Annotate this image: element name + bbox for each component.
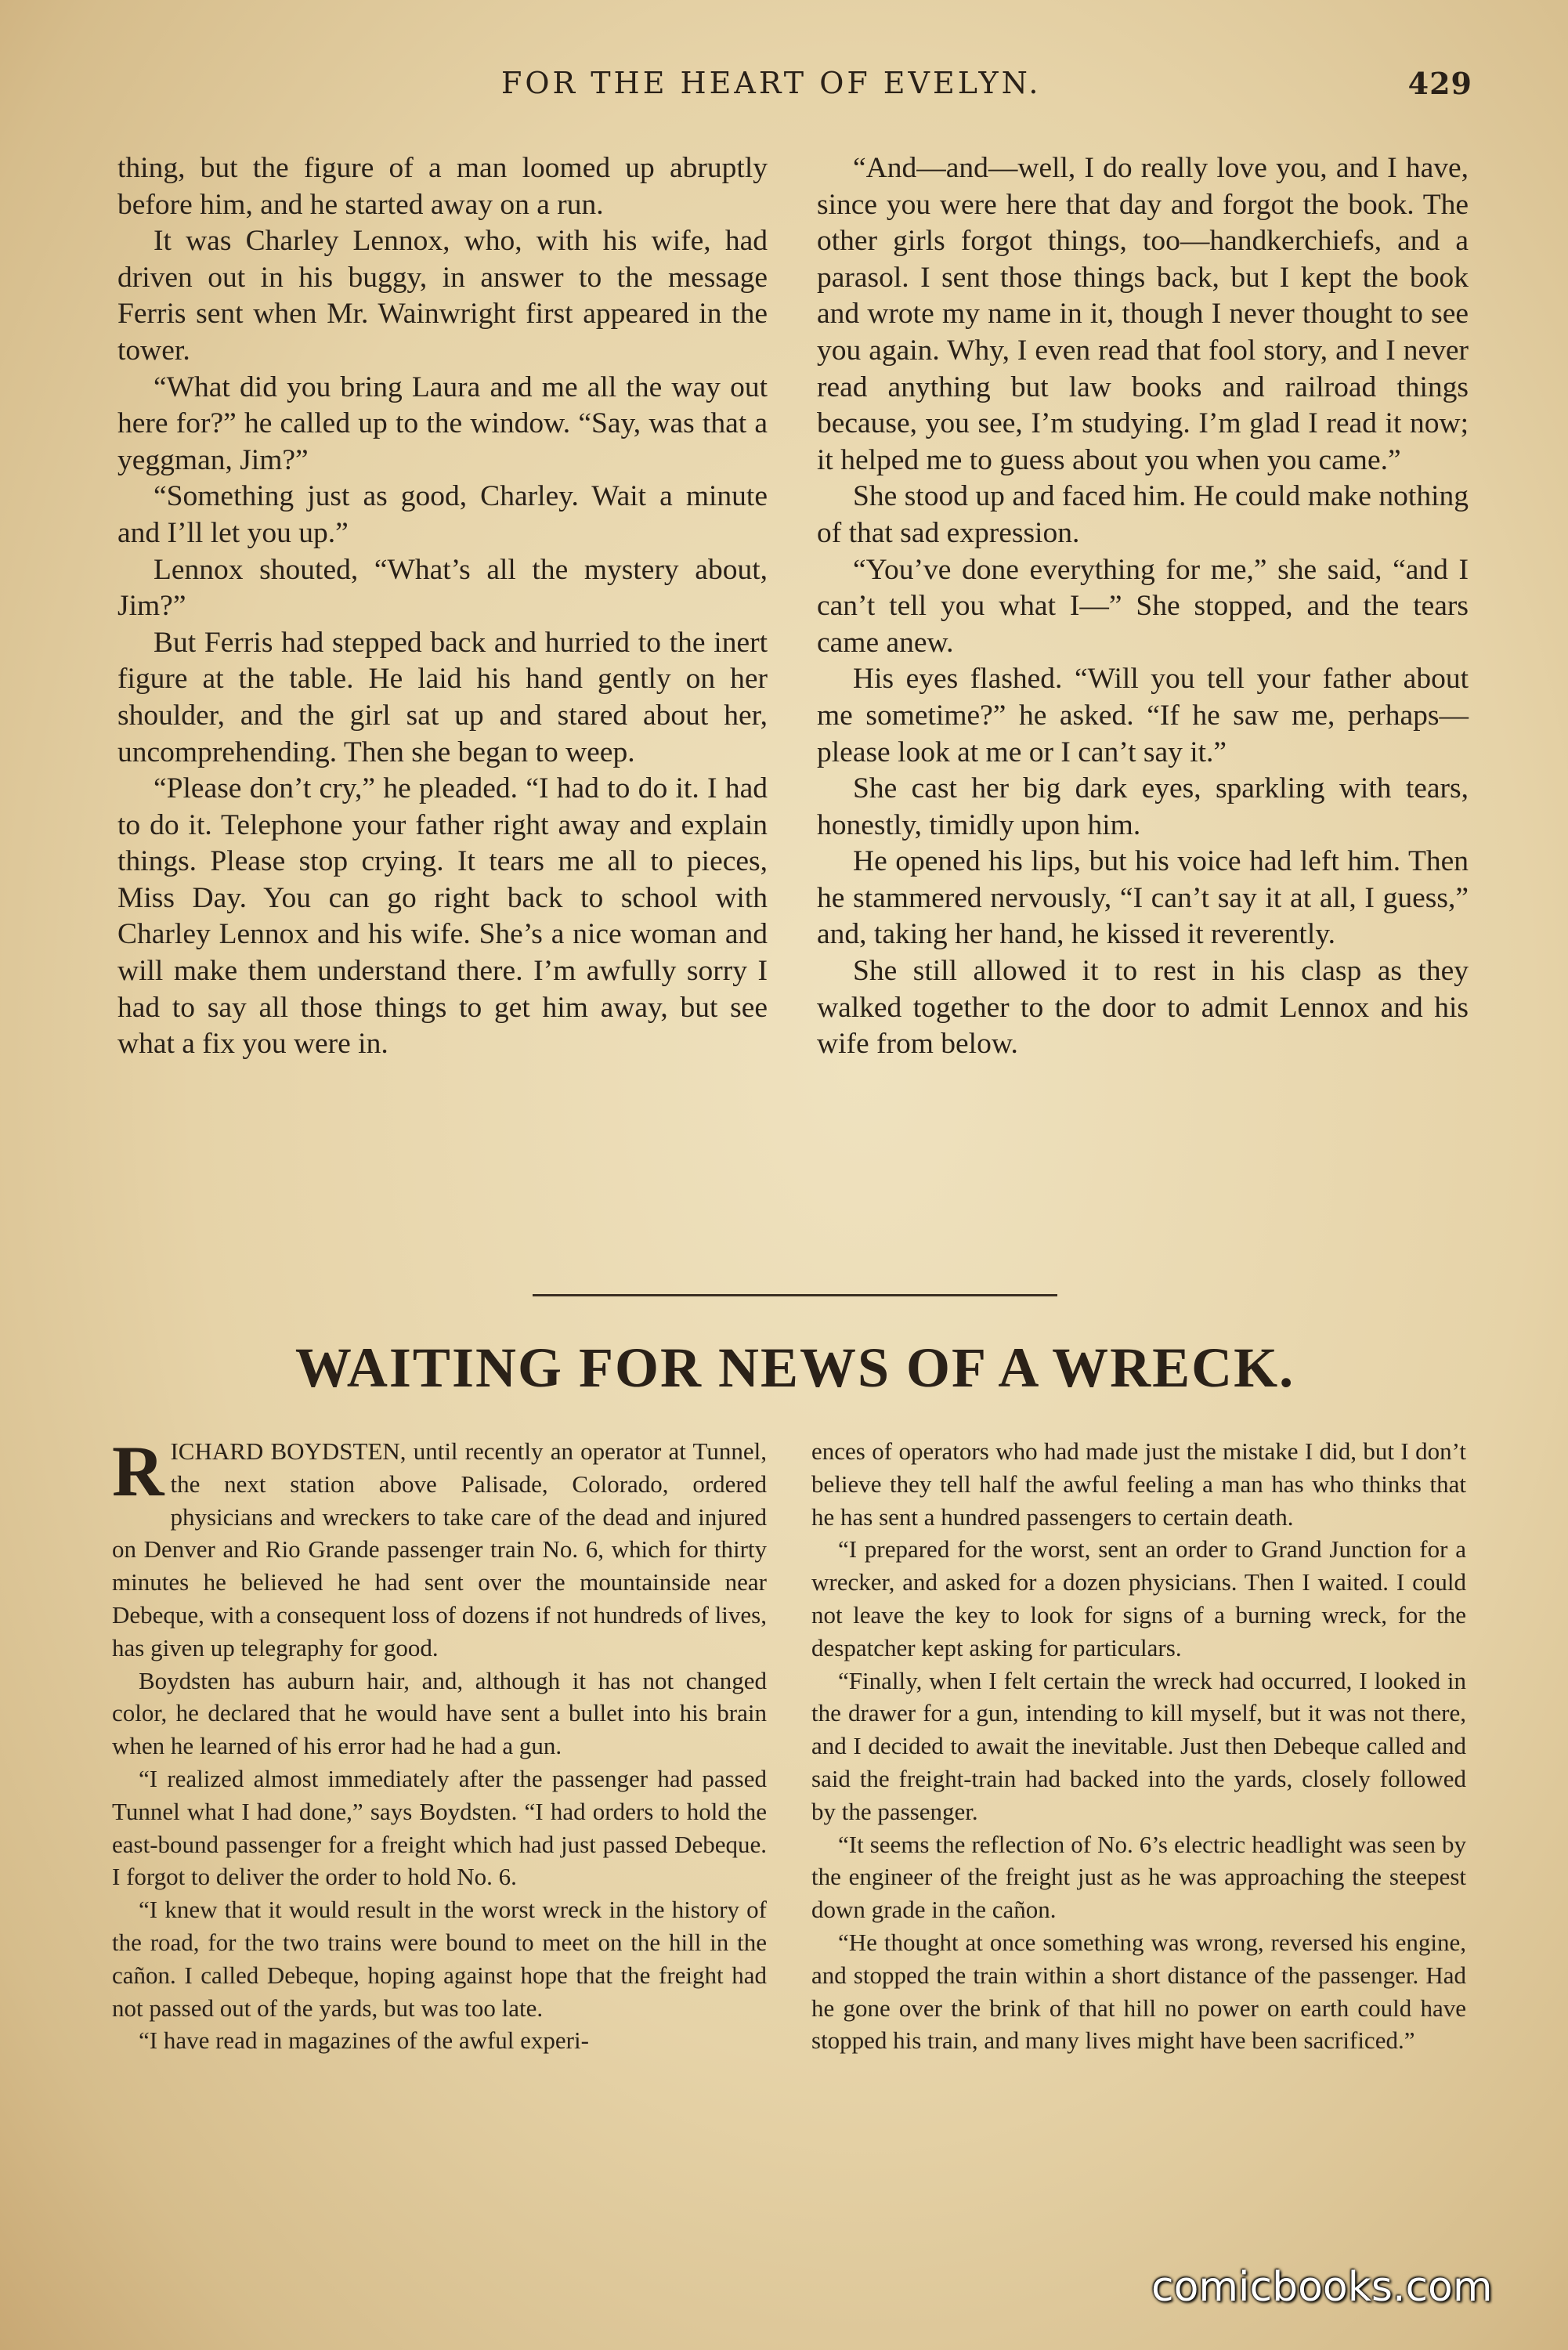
paragraph: “I realized almost immediately after the passenger had passed Tunnel what I had done,” says Boydsten. “I had orders to hold the east-bound passenger for a freight which had just passed Debeque. I forgot to deliver the order to hold No. 6. — [112, 1764, 767, 1891]
paragraph: He opened his lips, but his voice had left him. Then he stammered nervously, “I can’t say it at all, I guess,” and, taking her hand, he kissed it reverently. — [817, 845, 1469, 951]
paragraph: His eyes flashed. “Will you tell your father about me sometime?” he asked. “If he saw me, perhaps—please look at me or I can’t say it.” — [817, 663, 1469, 768]
paragraph: “You’ve done everything for me,” she said, “and I can’t tell you what I—” She stopped, and the tears came anew. — [817, 553, 1469, 659]
paragraph: Lennox shouted, “What’s all the mystery about, Jim?” — [117, 553, 768, 623]
paragraph: She cast her big dark eyes, sparkling with tears, honestly, timidly upon him. — [817, 772, 1469, 841]
paragraph: thing, but the figure of a man loomed up abruptly before him, and he started away on a run. — [117, 152, 768, 221]
paragraph: ences of operators who had made just the mistake I did, but I don’t believe they tell half the awful feeling a man has who thinks that he has sent a hundred passengers to certain death. — [811, 1437, 1466, 1531]
paragraph: “What did you bring Laura and me all the way out here for?” he called up to the window. “Say, was that a yeggman, Jim?” — [117, 371, 768, 476]
section-divider — [533, 1294, 1057, 1296]
paragraph: “He thought at once something was wrong, reversed his engine, and stopped the train within a short distance of the passenger. Had he gone over the brink of that hill no power on earth could have stopped his train, and many lives might have been sacrificed.” — [811, 1928, 1466, 2055]
first-paragraph-text: ICHARD BOYDSTEN, until recently an operator at Tunnel, the next station above Palisade, Colorado, ordered physicians and wreckers to take care of the dead and injured on Denver and Rio Grande passenger train No. 6, which for thirty minutes he believed he had sent over the mountainside near Debeque, with a consequent loss of dozens if not hundreds of lives, has given up telegraphy for good. — [112, 1437, 767, 1661]
paragraph: But Ferris had stepped back and hurried to the inert figure at the table. He laid his hand gently on her shoulder, and the girl sat up and stared about her, uncomprehending. Then she began to weep. — [117, 626, 768, 768]
article-left-column — [112, 1431, 767, 2057]
drop-cap: R — [112, 1431, 164, 1511]
paragraph: “Something just as good, Charley. Wait a minute and I’ll let you up.” — [117, 480, 768, 549]
page-number: 429 — [1407, 66, 1472, 101]
paragraph: It was Charley Lennox, who, with his wife, had driven out in his buggy, in answer to the message Ferris sent when Mr. Wainwright first appeared in the tower. — [117, 225, 768, 367]
paragraph: She stood up and faced him. He could make nothing of that sad expression. — [817, 480, 1469, 549]
paragraph: “It seems the reflection of No. 6’s electric headlight was seen by the engineer of the freight just as he was approaching the steepest down grade in the cañon. — [811, 1830, 1466, 1924]
paragraph: “I knew that it would result in the worst wreck in the history of the road, for the two trains were bound to meet on the hill in the cañon. I called Debeque, hoping against hope that the freight had not passed out of the yards, but was too late. — [112, 1896, 767, 2022]
paragraph: “And—and—well, I do really love you, and I have, since you were here that day and forgot the book. The other girls forgot things, too—handkerchiefs, and a parasol. I sent those things back, but I kept the book and wrote my name in it, though I never thought to see you again. Why, I even read that fool story, and I never read anything but law books and railroad things because, you see, I’m studying. I’m glad I read it now; it helped me to guess about you when you came.” — [817, 152, 1469, 476]
paragraph: She still allowed it to rest in his clasp as they walked together to the door to admit Lennox and his wife from below. — [817, 955, 1469, 1061]
story-left-column — [117, 150, 768, 1063]
running-title: FOR THE HEART OF EVELYN. — [501, 66, 1042, 100]
article-title: WAITING FOR NEWS OF A WRECK. — [294, 1336, 1295, 1399]
watermark-logo: comicbooks.com — [1151, 2264, 1493, 2311]
paragraph: “Please don’t cry,” he pleaded. “I had to do it. I had to do it. Telephone your father right away and explain things. Please stop crying. It tears me all to pieces, Miss Day. You can go right back to school with Charley Lennox and his wife. She’s a nice woman and will make them understand there. I’m awfully sorry I had to say all those things to get him away, but see what a fix you were in. — [117, 772, 768, 1061]
paragraph: Boydsten has auburn hair, and, although it has not changed color, he declared that he would have sent a bullet into his brain when he learned of his error had he had a gun. — [112, 1666, 767, 1760]
paragraph: “I have read in magazines of the awful experi- — [139, 2026, 589, 2055]
story-right-column — [817, 150, 1469, 1063]
running-header — [117, 66, 1472, 113]
paragraph: “I prepared for the worst, sent an order to Grand Junction for a wrecker, and asked for a dozen physicians. Then I waited. I could not leave the key to look for signs of a burning wreck, for the despatcher kept asking for particulars. — [811, 1535, 1466, 1661]
article-right-column — [811, 1435, 1466, 2057]
paragraph: “Finally, when I felt certain the wreck had occurred, I looked in the drawer for a gun, intending to kill myself, but it was not there, and I decided to await the inevitable. Just then Debeque called and said the freight-train had backed into the yards, closely followed by the passenger. — [811, 1666, 1466, 1825]
first-paragraph — [112, 1431, 767, 1665]
